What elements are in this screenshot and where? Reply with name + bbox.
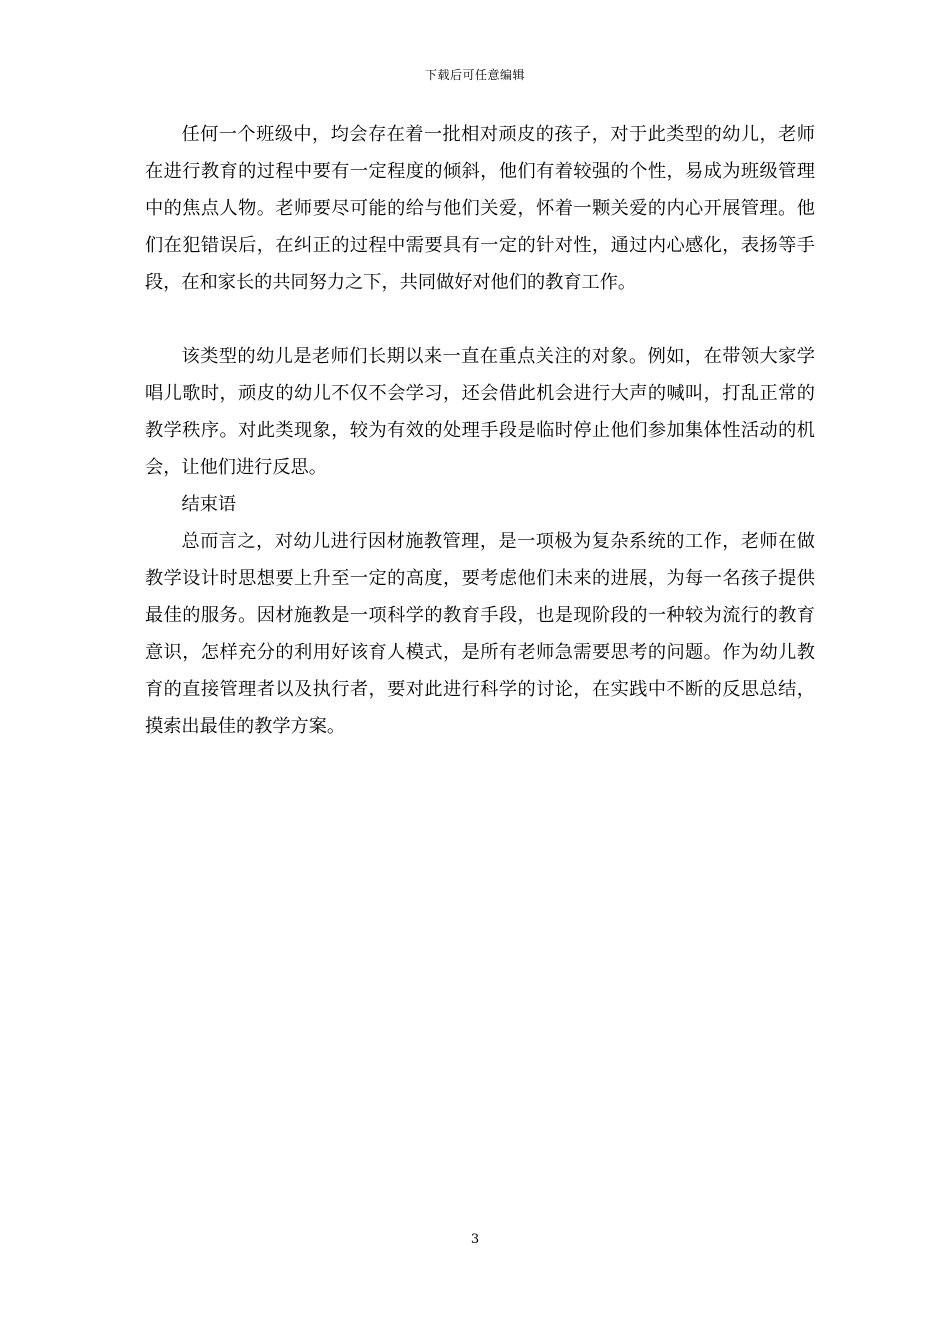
document-body [145, 116, 815, 745]
paragraph-key-focus: 该类型的幼儿是老师们长期以来一直在重点关注的对象。例如，在带领大家学唱儿歌时，顽皮的幼儿不仅不会学习，还会借此机会进行大声的喊叫，打乱正常的教学秩序。对此类现象，较为有效的处理手段是临时停止他们参加集体性活动的机会，让他们进行反思。 [145, 346, 815, 478]
paragraph-naughty-children: 任何一个班级中，均会存在着一批相对顽皮的孩子，对于此类型的幼儿，老师在进行教育的过程中要有一定程度的倾斜，他们有着较强的个性，易成为班级管理中的焦点人物。老师要尽可能的给与他们关爱，怀着一颗关爱的内心开展管理。他们在犯错误后，在纠正的过程中需要具有一定的针对性，通过内心感化，表扬等手段，在和家长的共同努力之下，共同做好对他们的教育工作。 [145, 124, 815, 293]
section-heading-conclusion: 结束语 [181, 494, 237, 515]
page-number: 3 [470, 1232, 480, 1247]
page-header-note: 下载后可任意编辑 [424, 68, 525, 82]
paragraph-summary: 总而言之，对幼儿进行因材施教管理，是一项极为复杂系统的工作，老师在做教学设计时思想要上升至一定的高度，要考虑他们未来的进展，为每一名孩子提供最佳的服务。因材施教是一项科学的教育手段，也是现阶段的一种较为流行的教育意识，怎样充分的利用好该育人模式，是所有老师急需要思考的问题。作为幼儿教育的直接管理者以及执行者，要对此进行科学的讨论，在实践中不断的反思总结，摸索出最佳的教学方案。 [145, 531, 815, 737]
